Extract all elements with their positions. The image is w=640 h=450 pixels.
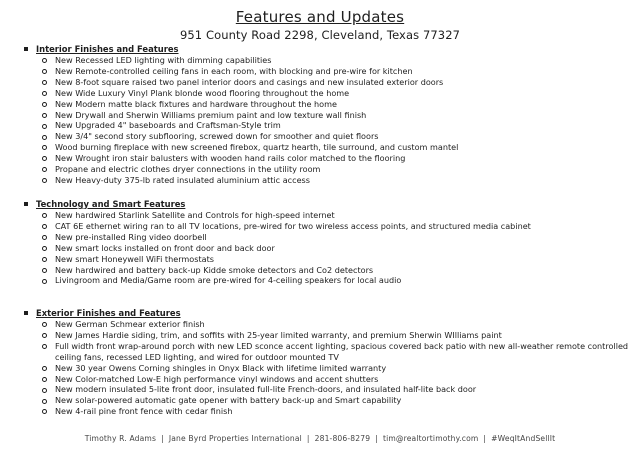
footer: Timothy R. Adams | Jane Byrd Properties International | 281-806-8279 | tim@realtortimothy.com | #WeqItAndSellIt	[84, 434, 556, 443]
list-item: New Drywall and Sherwin Williams premium paint and low texture wall finish	[40, 110, 632, 121]
list-item: CAT 6E ethernet wiring ran to all TV locations, pre-wired for two wireless access points, and structured media cabinet	[40, 221, 632, 232]
list-item: Wood burning fireplace with new screened firebox, quartz hearth, tile surround, and custom mantel	[40, 142, 632, 153]
list-item: New Wrought iron stair balusters with wooden hand rails color matched to the flooring	[40, 153, 632, 164]
square-bullet-icon	[24, 202, 28, 206]
list-item: New hardwired and battery back-up Kidde smoke detectors and Co2 detectors	[40, 265, 632, 276]
phone-number: 281-806-8279	[314, 434, 371, 443]
feature-list	[20, 319, 632, 417]
feature-list	[20, 210, 632, 286]
feature-list	[20, 55, 632, 186]
section-heading	[20, 307, 632, 319]
list-item: New smart Honeywell WiFi thermostats	[40, 254, 632, 265]
list-item: New hardwired Starlink Satellite and Controls for high-speed internet	[40, 210, 632, 221]
list-item: New German Schmear exterior finish	[40, 319, 632, 330]
list-item: New Remote-controlled ceiling fans in each room, with blocking and pre-wire for kitchen	[40, 66, 632, 77]
agent-name: Timothy R. Adams	[84, 434, 157, 443]
list-item: New modern insulated 5-lite front door, insulated full-lite French-doors, and insulated half-lite back door	[40, 384, 632, 395]
property-address: 951 County Road 2298, Cleveland, Texas 77327	[179, 28, 461, 42]
list-item: New 3/4" second story subflooring, screwed down for smoother and quiet floors	[40, 131, 632, 142]
section-heading-text: Interior Finishes and Features	[36, 44, 179, 54]
square-bullet-icon	[24, 311, 28, 315]
section-interior	[20, 43, 632, 186]
list-item: New 4-rail pine front fence with cedar finish	[40, 406, 632, 417]
list-item: New Color-matched Low-E high performance vinyl windows and accent shutters	[40, 374, 632, 385]
company-name: Jane Byrd Properties International	[168, 434, 302, 443]
list-item: New Recessed LED lighting with dimming capabilities	[40, 55, 632, 66]
list-item: New Heavy-duty 375-lb rated insulated aluminium attic access	[40, 175, 632, 186]
list-item: New smart locks installed on front door and back door	[40, 243, 632, 254]
list-item: New Upgraded 4" baseboards and Craftsman-Style trim	[40, 120, 632, 131]
list-item: Full width front wrap-around porch with new LED sconce accent lighting, spacious covered back patio with new all-weather remote controlled ceiling fans, recessed LED lighting, and wired for outdoor mounted TV	[40, 341, 632, 363]
section-heading	[20, 43, 632, 55]
list-item: Propane and electric clothes dryer connections in the utility room	[40, 164, 632, 175]
list-item: New Wide Luxury Vinyl Plank blonde wood flooring throughout the home	[40, 88, 632, 99]
list-item: New Modern matte black fixtures and hardware throughout the home	[40, 99, 632, 110]
list-item: New pre-installed Ring video doorbell	[40, 232, 632, 243]
section-technology	[20, 198, 632, 286]
hashtag: #WeqItAndSellIt	[491, 434, 556, 443]
square-bullet-icon	[24, 47, 28, 51]
list-item: Livingroom and Media/Game room are pre-wired for 4-ceiling speakers for local audio	[40, 275, 632, 286]
section-heading-text: Technology and Smart Features	[36, 199, 186, 209]
list-item: New solar-powered automatic gate opener with battery back-up and Smart capability	[40, 395, 632, 406]
page-title: Features and Updates	[235, 8, 405, 26]
section-heading-text: Exterior Finishes and Features	[36, 308, 181, 318]
list-item: New 8-foot square raised two panel interior doors and casings and new insulated exterior doors	[40, 77, 632, 88]
section-exterior	[20, 307, 632, 417]
list-item: New 30 year Owens Corning shingles in Onyx Black with lifetime limited warranty	[40, 363, 632, 374]
section-heading	[20, 198, 632, 210]
email-address: tim@realtortimothy.com	[382, 434, 479, 443]
list-item: New James Hardie siding, trim, and soffits with 25-year limited warranty, and premium Sherwin WIlliams paint	[40, 330, 632, 341]
